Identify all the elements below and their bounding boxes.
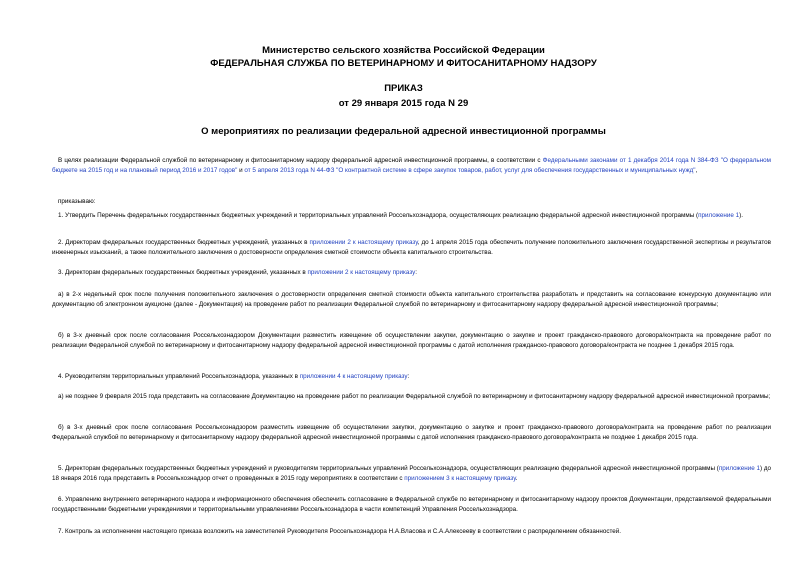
- date-number-heading: от 29 января 2015 года N 29: [338, 98, 469, 109]
- p1-text-end: ).: [739, 212, 744, 219]
- app4-link[interactable]: приложении 4 к настоящему приказу: [299, 373, 408, 380]
- intro-text-and: и: [237, 167, 245, 175]
- app3-link[interactable]: приложением 3 к настоящему приказу: [404, 475, 516, 483]
- app2-link-p2[interactable]: приложении 2 к настоящему приказу: [309, 239, 418, 246]
- intro-paragraph: [52, 156, 771, 176]
- paragraph-3b: б) в 3-х дневный срок после согласования Россельхознадзором Документации разместить извещение об осуществлении закупки, документацию о закупке и проект гражданско-правового договора/контракта на проведение работ по реализации Федеральной службой по ветеринарному и фитосанитарному надзору федеральной адресной инвестиционной программы с датой исполнения гражданско-правового договора/контракта не позднее 1 декабря 2015 года.: [52, 332, 771, 350]
- paragraph-3a: а) в 2-х недельный срок после получения положительного заключения о достоверности определения сметной стоимости объекта капитального строительства разработать и представить на согласование конкурсную документацию или документацию об электронном аукционе (далее - Документация) на проведение работ по реализации Федеральной службой по ветеринарному и фитосанитарному надзору федеральной адресной инвестиционной программы;: [52, 291, 771, 309]
- paragraph-4a: а) не позднее 9 февраля 2015 года представить на согласование Документацию на проведение работ по реализации Федеральной службой по ветеринарному и фитосанитарному надзору федеральной адресной инвестиционной программы;: [58, 393, 771, 400]
- p2-text: 2. Директорам федеральных государственных бюджетных учреждений, указанных в: [58, 239, 310, 246]
- p4-text-end: :: [407, 373, 410, 380]
- p5-text: 5. Директорам федеральных государственных бюджетных учреждений и руководителям территориальных управлений Россельхознадзора, осуществляющих реализацию федеральной адресной инвестиционной программы (: [58, 465, 719, 472]
- paragraph-6: 6. Управлению внутреннего ветеринарного надзора и информационного обеспечения обеспечить согласование в Федеральной службе по ветеринарному и фитосанитарному надзору проектов Документации, представляемой федеральными государственными бюджетными учреждениями и территориальными управлениями Россельхознадзора в части компетенций Управления Россельхознадзора.: [52, 496, 771, 514]
- p2-text-end: , до 1 апреля 2015 года обеспечить получение положительного заключения государственной экспертизы и результатов инженерных изысканий, а также положительного заключения о достоверности определения сметной стоимости объекта капитального строительства.: [52, 239, 771, 257]
- p3-text: 3. Директорам федеральных государственных бюджетных учреждений, указанных в: [58, 269, 308, 276]
- service-heading: ФЕДЕРАЛЬНАЯ СЛУЖБА ПО ВЕТЕРИНАРНОМУ И ФИТОСАНИТАРНОМУ НАДЗОРУ: [210, 58, 597, 69]
- paragraph-7: 7. Контроль за исполнением настоящего приказа возложить на заместителей Руководителя Россельхознадзора Н.А.Власова и С.А.Алексееву в соответствии с распределением обязанностей.: [58, 528, 622, 535]
- paragraph-4b: б) в 3-х дневный срок после согласования Россельхознадзором разместить извещение об осуществлении закупки, документацию о закупке и проект гражданско-правового договора/контракта на проведение работ по реализации Федеральной службой по ветеринарному и фитосанитарному надзору федеральной адресной инвестиционной программы с датой исполнения гражданско-правового договора/контракта не позднее 1 декабря 2015 года.: [52, 424, 771, 442]
- document-title: О мероприятиях по реализации федеральной адресной инвестиционной программы: [201, 126, 606, 137]
- paragraph-2: [52, 238, 771, 258]
- p5-text-mid: ) до 18 января 2016 года представить в Россельхознадзор отчет о проведенных в 2015 году мероприятиях в соответствии с: [52, 465, 771, 483]
- paragraph-4: [52, 372, 771, 382]
- app1-link-p5[interactable]: приложение 1: [718, 465, 760, 472]
- prikazyvayu-line: приказываю:: [58, 198, 96, 205]
- app2-link-p3[interactable]: приложении 2 к настоящему приказу: [307, 269, 416, 276]
- p3-text-end: :: [415, 269, 418, 276]
- fed-laws-link[interactable]: Федеральными законами от 1 декабря 2014 года N 384-ФЗ "О федеральном бюджете на 2015 год и на плановый период 2016 и 2017 годов": [52, 157, 771, 175]
- intro-text-end: ,: [695, 167, 698, 175]
- p5-text-end: .: [515, 475, 518, 483]
- p1-text: 1. Утвердить Перечень федеральных государственных бюджетных учреждений и территориальных управлений Россельхознадзора, осуществляющих реализацию федеральной адресной инвестиционной программы (: [58, 212, 699, 219]
- app1-link[interactable]: приложение 1: [698, 212, 740, 219]
- doc-type-heading: ПРИКАЗ: [384, 83, 423, 94]
- law-44-link[interactable]: от 5 апреля 2013 года N 44-ФЗ "О контрактной системе в сфере закупок товаров, работ, услуг для обеспечения государственных и муниципальных нужд": [244, 167, 696, 175]
- paragraph-5: [52, 464, 771, 484]
- paragraph-3: [52, 268, 771, 278]
- p4-text: 4. Руководителям территориальных управлений Россельхознадзора, указанных в: [58, 373, 300, 380]
- intro-text: В целях реализации Федеральной службой по ветеринарному и фитосанитарному надзору федеральной адресной инвестиционной программы, в соответствии с: [58, 157, 543, 164]
- ministry-heading: Министерство сельского хозяйства Российской Федерации: [262, 45, 545, 56]
- paragraph-1: [52, 211, 771, 221]
